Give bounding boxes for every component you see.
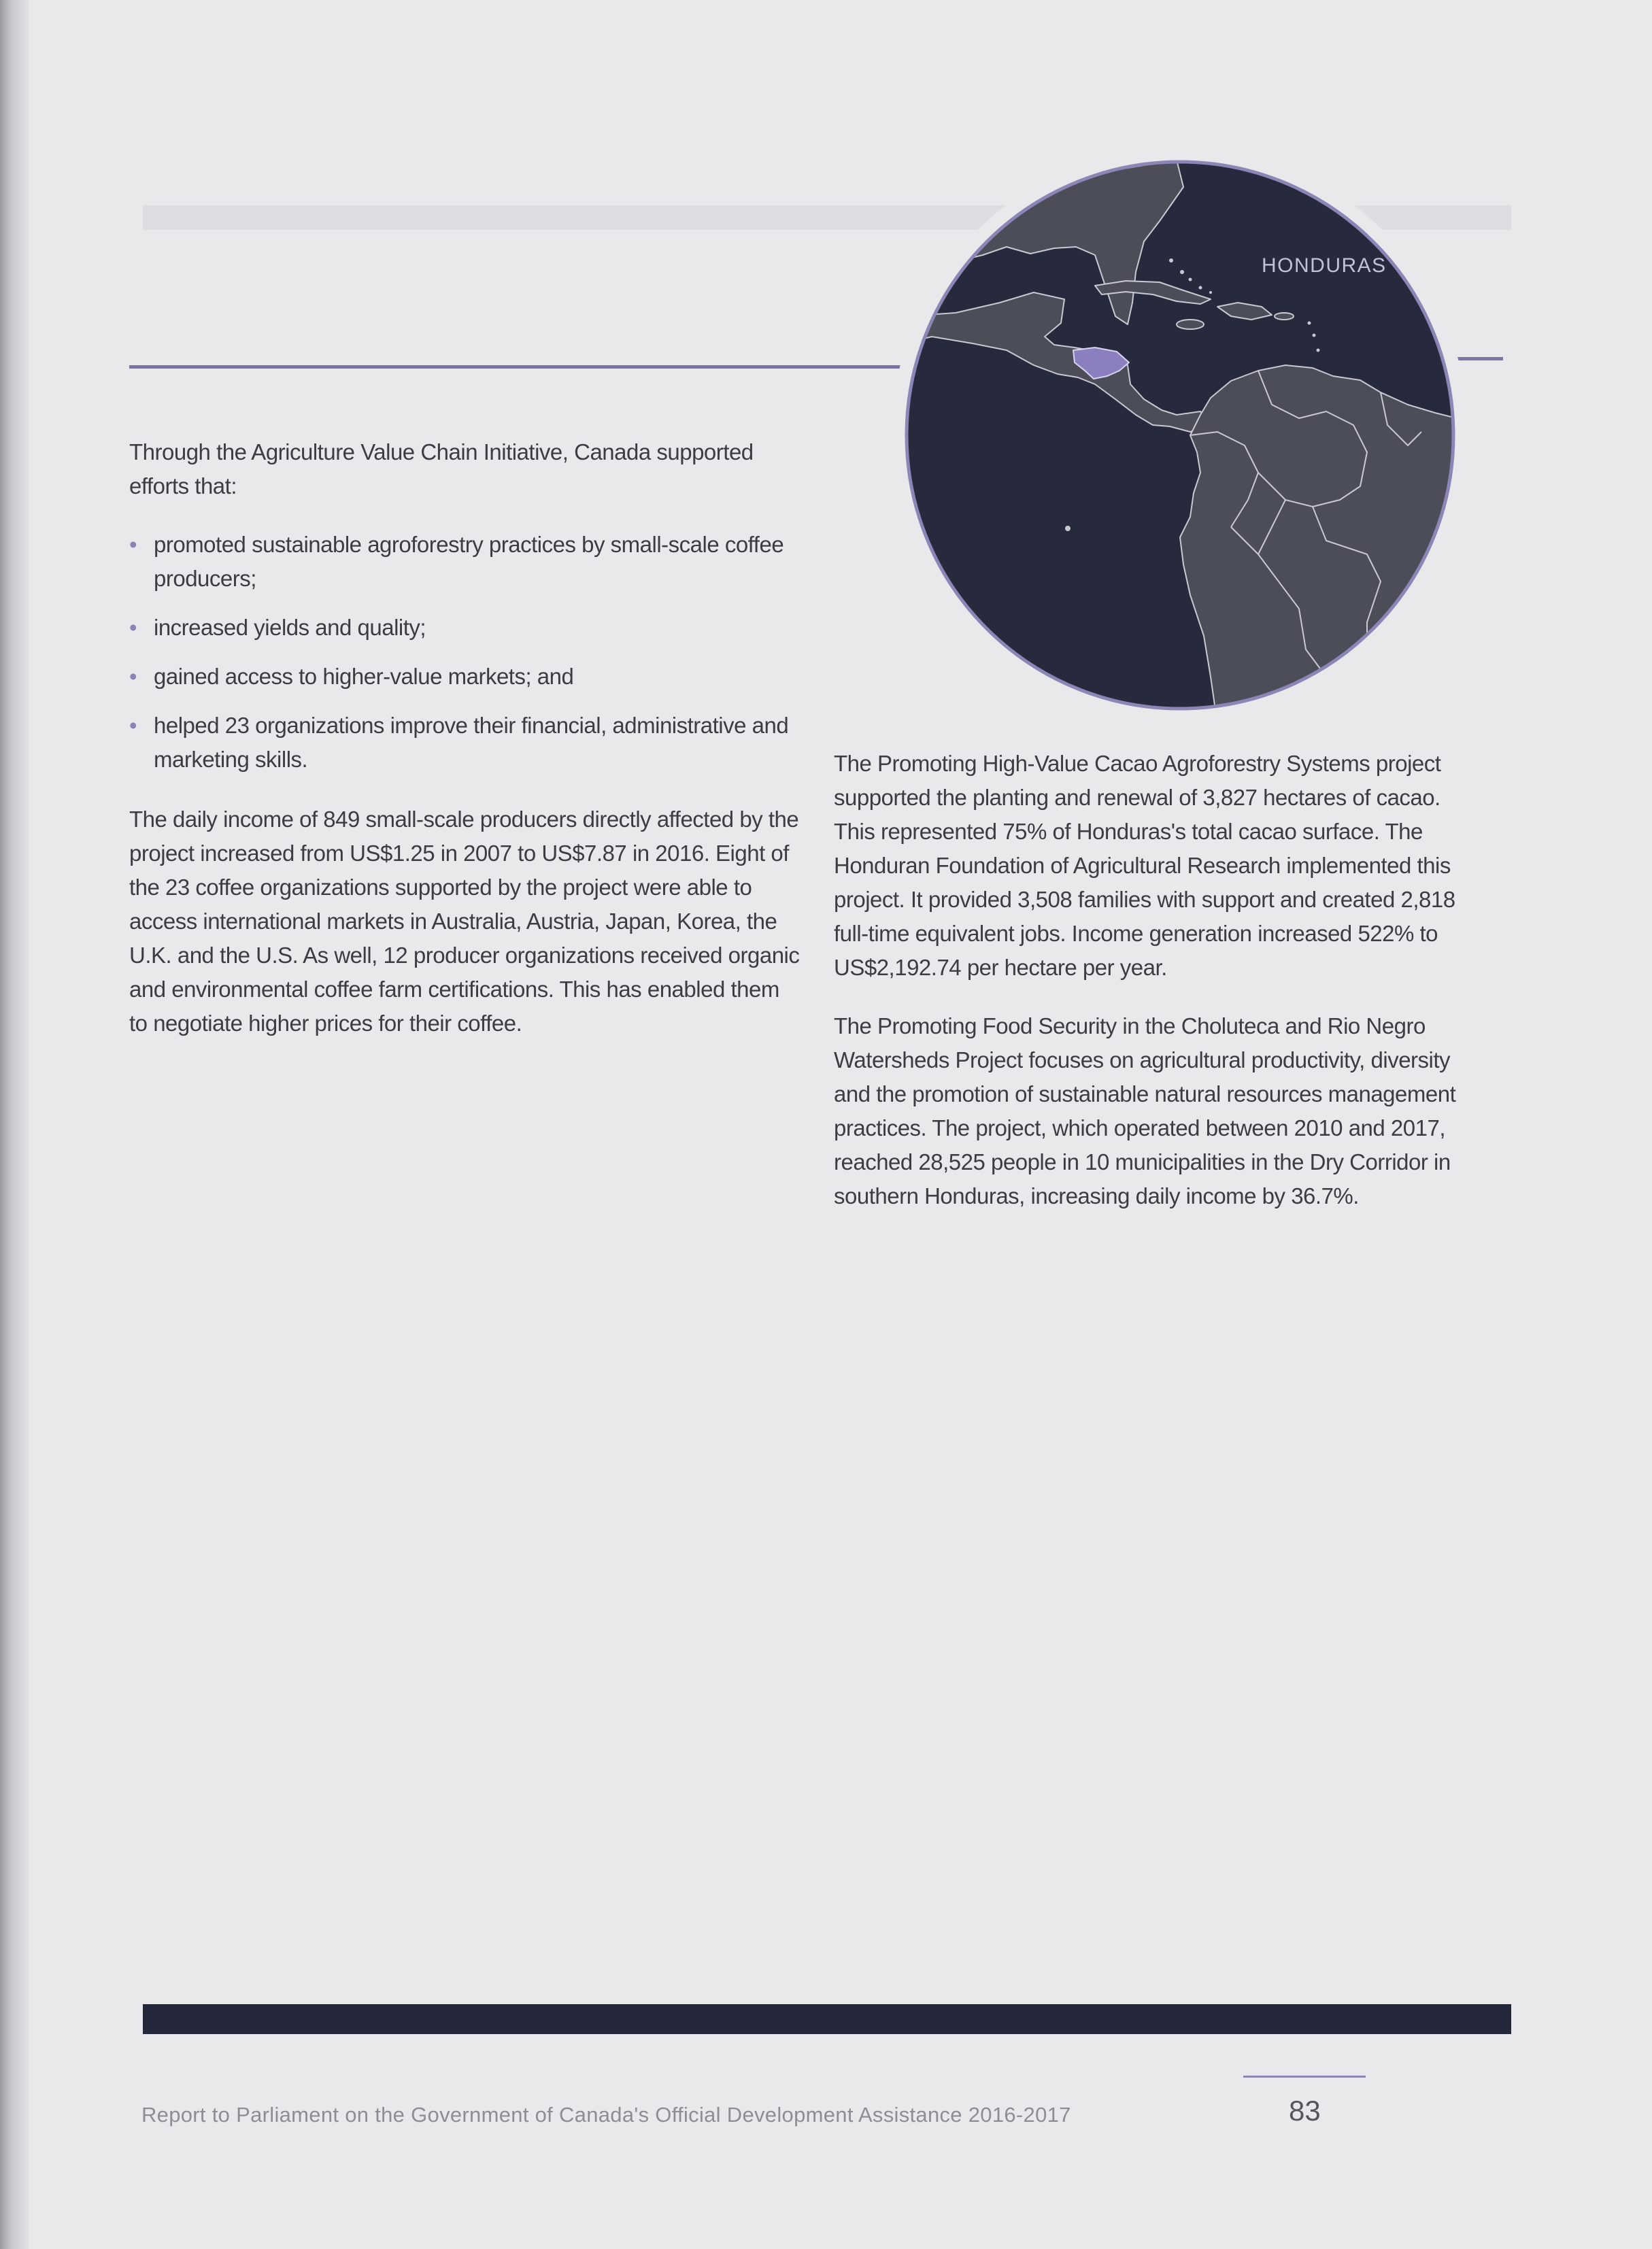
list-item [129,528,803,596]
list-item-text: helped 23 organizations improve their financial, administrative and marketing skills. [154,713,789,772]
map-island-jamaica [1177,320,1204,329]
list-item [129,611,803,645]
list-item-text: gained access to higher-value markets; and [154,664,574,689]
bullet-icon: • [129,664,137,689]
food-security-paragraph: The Promoting Food Security in the Choluteca and Rio Negro Watersheds Project focuses on agricultural productivity, diversity and the promotion of sustainable natural resources management practices. The project, which operated between 2010 and 2017, reached 28,525 people in 10 municipalities in the Dry Corridor in southern Honduras, increasing daily income by 36.7%. [834,1013,1456,1208]
footer-bar [143,2004,1511,2034]
income-paragraph: The daily income of 849 small-scale producers directly affected by the project increased from US$1.25 in 2007 to US$7.87 in 2016. Eight of the 23 coffee organizations supported by the project were able to access international markets in Australia, Austria, Japan, Korea, the U.K. and the U.S. As well, 12 producer organizations received organic and environmental coffee farm certifications. This has enabled them to negotiate higher prices for their coffee. [129,807,800,1036]
list-item-text: promoted sustainable agroforestry practices by small-scale coffee producers; [154,532,784,591]
bullet-icon: • [129,615,137,640]
honduras-locator-map [891,146,1469,724]
left-column [129,435,803,1065]
header-rule-left [129,365,939,369]
cacao-paragraph: The Promoting High-Value Cacao Agroforestry Systems project supported the planting and renewal of 3,827 hectares of cacao. This represented 75% of Honduras's total cacao surface. The Honduran Foundation of Agricultural Research implemented this project. It provided 3,508 families with support and created 2,818 full-time equivalent jobs. Income generation increased 522% to US$2,192.74 per hectare per year. [834,751,1455,980]
map-label-honduras: HONDURAS [1262,254,1387,277]
page-binding-shadow [0,0,29,2249]
map-island-puerto-rico [1275,313,1294,320]
list-item-text: increased yields and quality; [154,615,426,640]
list-item [129,660,803,694]
right-column [834,747,1487,1238]
list-item [129,709,803,777]
efforts-list [129,528,803,777]
page-number-rule [1243,2076,1366,2078]
page-number: 83 [1289,2095,1321,2127]
bullet-icon: • [129,532,137,557]
bullet-icon: • [129,713,137,738]
intro-paragraph: Through the Agriculture Value Chain Initiative, Canada supported efforts that: [129,439,754,498]
report-title-footer: Report to Parliament on the Government of Canada's Official Development Assistance 2016-2017 [141,2103,1071,2127]
